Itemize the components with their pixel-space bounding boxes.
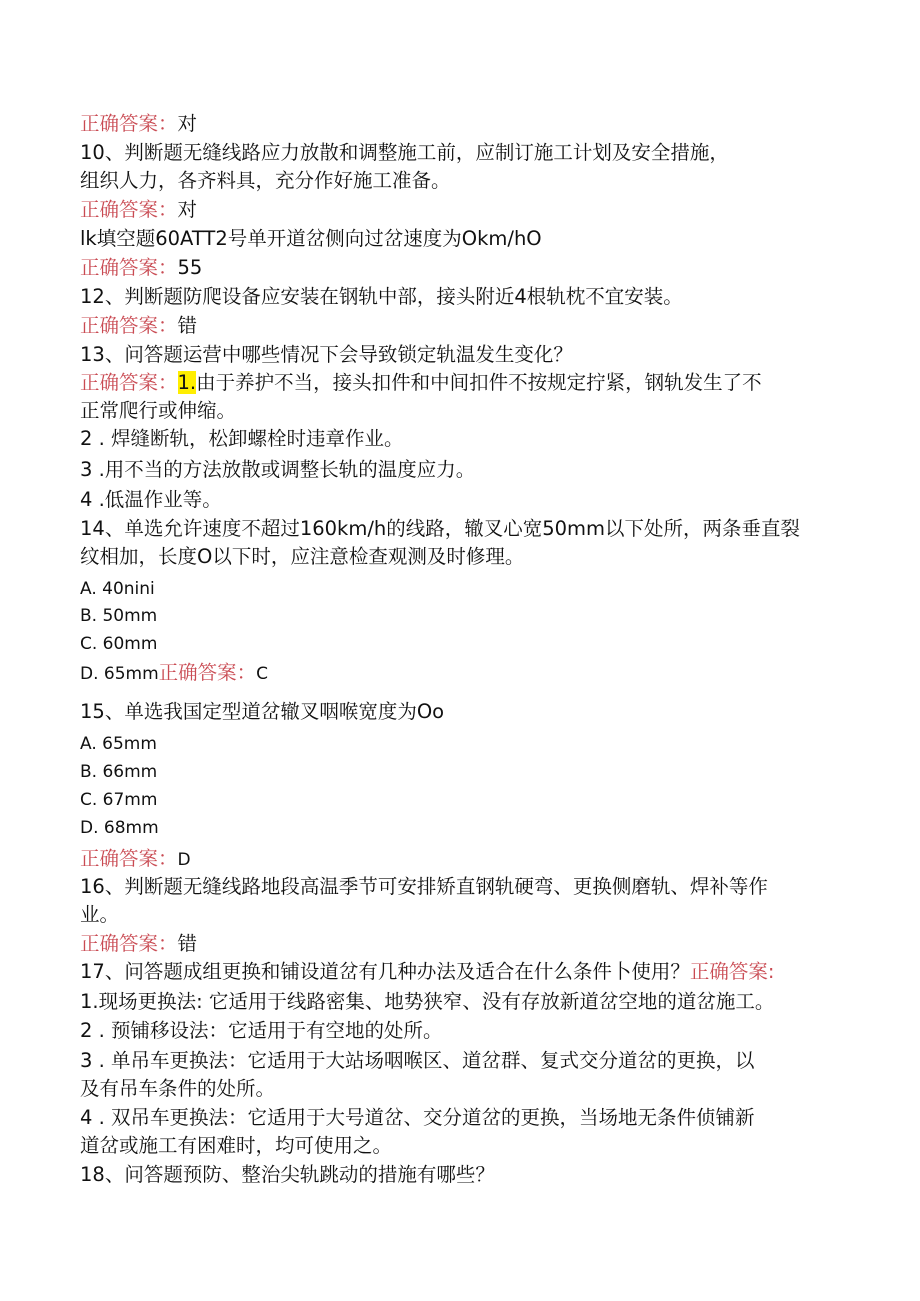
question-12: 12、判断题防爬设备应安装在钢轨中部，接头附近4根轨枕不宜安装。 (80, 285, 683, 308)
answer-text-cont: 正常爬行或伸缩。 (80, 399, 237, 422)
list-item: 3 .用不当的方法放散或调整长轨的温度应力。 (80, 458, 476, 481)
option-c: C. 60mm (80, 634, 158, 654)
answer-line (80, 111, 197, 137)
option-d-with-answer (80, 660, 268, 687)
list-item: 4 .低温作业等。 (80, 488, 222, 511)
answer-line (80, 197, 197, 223)
list-item-cont: 道岔或施工有困难时，均可使用之。 (80, 1134, 393, 1157)
question-11: lk填空题60ATT2号单开道岔侧向过岔速度为Okm/hO (80, 227, 542, 250)
option-d: D. 65mm (80, 664, 159, 684)
question-16-cont: 业。 (80, 903, 120, 926)
answer-label: 正确答案： (80, 314, 178, 337)
option-b: B. 50mm (80, 606, 158, 626)
list-item-cont: 及有吊车条件的处所。 (80, 1077, 276, 1100)
list-item: 2 . 预铺移设法：它适用于有空地的处所。 (80, 1019, 443, 1042)
answer-value: C (256, 664, 269, 684)
question-10: 10、判断题无缝线路应力放散和调整施工前，应制订施工计划及安全措施， (80, 141, 729, 164)
question-17-text: 17、问答题成组更换和铺设道岔有几种办法及适合在什么条件卜使用？ (80, 960, 690, 983)
answer-value: D (177, 850, 191, 870)
question-15: 15、单选我国定型道岔辙叉咽喉宽度为Oo (80, 700, 445, 723)
answer-label: 正确答案： (80, 256, 178, 279)
answer-value: 55 (177, 256, 203, 279)
question-16: 16、判断题无缝线路地段高温季节可安排矫直钢轨硬弯、更换侧磨轨、焊补等作 (80, 875, 768, 898)
question-17 (80, 959, 774, 985)
answer-line (80, 313, 197, 339)
answer-value: 对 (177, 112, 198, 135)
list-item: 1.现场更换法: 它适用于线路密集、地势狭窄、没有存放新道岔空地的道岔施工。 (80, 990, 775, 1013)
option-a: A. 40nini (80, 579, 155, 599)
option-d: D. 68mm (80, 818, 159, 838)
answer-label: 正确答案： (158, 661, 257, 684)
list-item: 3 . 单吊车更换法：它适用于大站场咽喉区、道岔群、复式交分道岔的更换，以 (80, 1049, 755, 1072)
answer-line (80, 370, 762, 396)
answer-label: 正确答案： (80, 371, 178, 394)
answer-line (80, 846, 191, 873)
answer-text: 由于养护不当，接头扣件和中间扣件不按规定拧紧，钢轨发生了不 (196, 371, 762, 394)
question-18: 18、问答题预防、整治尖轨跳动的措施有哪些？ (80, 1163, 495, 1186)
question-13: 13、问答题运营中哪些情况下会导致锁定轨温发生变化？ (80, 343, 573, 366)
question-14-cont: 纹相加，长度O以下时，应注意检查观测及时修理。 (80, 545, 525, 568)
answer-label: 正确答案： (80, 847, 178, 870)
answer-label: 正确答案: (689, 960, 775, 983)
answer-label: 正确答案： (80, 112, 178, 135)
option-a: A. 65mm (80, 734, 157, 754)
answer-line (80, 255, 202, 281)
list-item: 2 . 焊缝断轨，松卸螺栓时违章作业。 (80, 427, 404, 450)
answer-label: 正确答案： (80, 932, 178, 955)
list-item: 4 . 双吊车更换法：它适用于大号道岔、交分道岔的更换，当场地无条件侦铺新 (80, 1106, 755, 1129)
option-c: C. 67mm (80, 790, 158, 810)
option-b: B. 66mm (80, 762, 158, 782)
answer-value: 错 (177, 932, 198, 955)
answer-label: 正确答案： (80, 198, 178, 221)
question-10-cont: 组织人力，各齐料具，充分作好施工准备。 (80, 169, 451, 192)
answer-line (80, 931, 197, 957)
highlight-marker: 1. (177, 371, 197, 394)
answer-value: 对 (177, 198, 198, 221)
answer-value: 错 (177, 314, 198, 337)
question-14: 14、单选允许速度不超过160km∕h的线路，辙叉心宽50mm以下处所，两条垂直裂 (80, 517, 801, 540)
